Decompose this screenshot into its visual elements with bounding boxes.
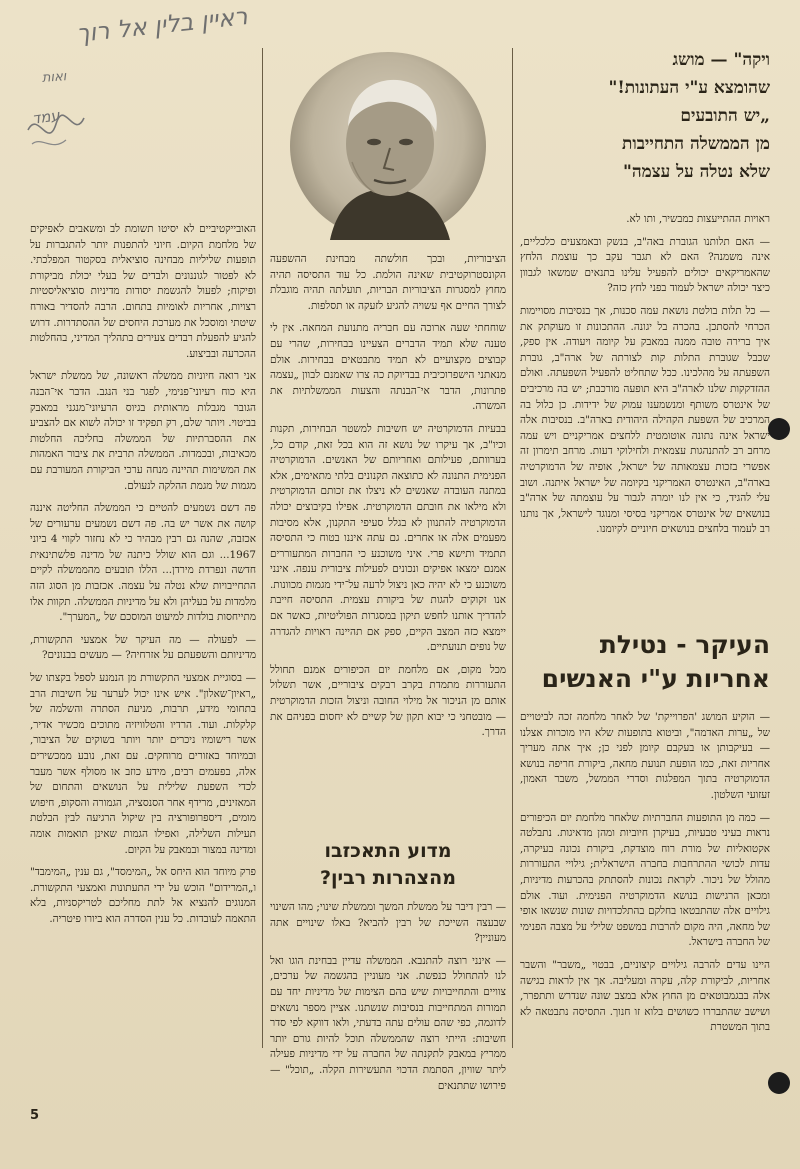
paragraph: פה דשם נשמעים להטיים כי הממשלה החליטה איננה קושה את אשר יש בה. פה דשם נשמעים ערעורים של אכזבה, שהנה גם רבין מבהיר כי לא נחזור לקווי 4 ביוני 1967... וגם הוא שולל כיתנה של מדינה פלשתינאית חדשה ונפרדת מירדן... הללו תובעים מהממשלה לקיים התחייבויות שלא נטלה על עצמה. אכזבות מן הסוג הזה מלמדות על בעליהן ולא על מדיניות הממשלה. תקוות אלו מתייחסות בולדות למיעוט המוסכם של „המערך". <box>29 502 256 624</box>
right-headline: ויקה" — מושג שהומצא ע"י העתונות!" „יש התובעים מן הממשלה התחייבות שלא נטלה על עצמה" <box>608 50 770 182</box>
paragraph: — רבין דיבר על ממשלת המשך וממשלת שינוי; מהו השינוי שבעצה השייכת של רבין להביא? באלו שינויים אתה מעוניין? <box>270 901 506 945</box>
middle-column-text <box>270 252 506 800</box>
paragraph: — האם תלותנו הגוברת באה"ב, בנשק ובאמצעים כלכליים, אינה משמנה? האם לא תגבר עקב כך עוצמת הלחץ שהאמריקאים יכולים להפעיל עלינו בתנאים שמשאו לגבוון כיצד יכולה ישראל לעמוד בפני לחץ כזה? <box>520 235 770 295</box>
paragraph: מכל מקום, אם מלחמת יום הכיפורים אמנם תחולל התעוררות מתמדת בקרב רבקים ציבוריים, אשר תשלול אותם מן הניכור אל מילוי החובה וניצול הזכות הדמוקרטית — מובטחני כי יבוא תקון של קשיים לא יחסום בפניהם את הדרך. <box>270 663 506 739</box>
column-divider-left <box>262 48 263 1048</box>
paragraph: — בסוגיית אמצעי התקשורת מן הנמנע לספל בקצתו של „ראיון־שאלון". איש אינו יכול לערער על חשיבות הרב בתחומי מידע, תרבות, מניעת הסתרה והשלמה של קלקלות. ועוד. הרדיו והטלוויזיה מתוכים מכשיר אדיר, אשר רישומיו ניכרים יותר ויותר בשוקים של הציבור, ובמיוחד באזורים מרוחקים. עם זאת, נובע ממכשירים אלה, בפעמים רבים, מידע כוזב או מסולף אשר מעבר לכדי השפעת שלילית על הנושאים והתחום של המאזינים, מרידף אחר הסנסציה, הגמורה והסקופ, חיפוש מומים, דיספרופורציה בין שיקול הרגיעה לבין הבלטת תעילות השלילה, ואפילו הגמות שאינן תואמות אומה ומדינה במצור ובמאבק על הקיום. <box>30 672 256 856</box>
paragraph: — הוקיע המושג 'הפרוייקת' של לאחר מלחמה זכה לביטויים של „ערות האדמה", וביטוא בתופעות שלא היו מוכרות אצלנו — בעיקבותן או בעקבם קיומן לפני כן; איך אתה מעריך אחריות זאת, כמו הופעת תנועת מחאה, ביקורת חריפה בנושא הדמוקרטיה בתוך המפלגות וסדרי הממשל, משבר האמון, זעזועי השלטון. <box>520 711 770 801</box>
portrait-photo <box>290 52 486 240</box>
paragraph: פרק מיוחד הוא היחס אל „המימסד", גם ענין „המימבד" ו„המרידום" הוכש על ידי התעתונות ואמצעי התקשורת. המנוגים להנציא אל לתת מחליכם לטריקסניות, בלא התאמה לעובדות. כל ענין הסדרה הוא ביורו פיטריה. <box>30 866 256 925</box>
paragraph: האובייקטיביים לא יסיטו תשומת לב ומשאבים לאפיקים של מלחמת הקיום. חיוני להתפנות יותר להתגברות על תופעות שליליות מבחינה סוציאלית בסקטור המפלכתי. לא לפטור לגוננונים ולבדים של בעלי יכולת מביקורת ופיקוח; לפעול להגשמת יסודות מדיניות סוציאליסטיות רצויות, אחריות לאומיות בתחום. הרבה להסדיר באורח שיטתי ומוסכל את מערכת היחסים של ההסתדרות. דרוש להגיע להפעלת רבדים צעירים בתהליך המדיני, בהחלטות ההכרעה ובביצוע. <box>30 223 256 360</box>
middle-subheadline: מדוע התאכזבו מהצהרות רבין? <box>320 840 456 889</box>
paragraph: — כל תלות בולטת נושאת עמה סכנות, אך בנסיבות מסויימות הכרחי להסתכן. בהכרה בל יגונה. ההתכונות זו מעוקתק את איך ברירה טובה ממנה במאבק על קיומה ויעודה. אין ספק, שכבל שגוברת התלות קות לצורתה של ארה"ב, גוברת השפעתה על מהלכינו. ככל שתחליט להפעיל השפעתה. ואולם ההזדקקות שלנו לארה"ב היא תופעה מורכבת; יש בה מרכיבים של אינטרס משותף ומנשמענו עמוק של ידידות. כן כלול בה המרכיב של השפעת הקהילה היהודית בארה"ב. בנסיבות אלה ישראל אינה נתונה אוטומטית ללחצים אמריקניים ויש עמה מרחב רב להתנהגות עצמאית ולחילוקי דעות. מרחב תימרון זה אפשרי בזכות עצמאותה של ישראל, אופיה של הדמוקרטיה בארה"ב, האינטרס האמריקני בקיומה של ישראל איתנה. ושוב עלי להגיד, כי אין לנו יומרה לגבור על עוצמתה של ארה"ב בנושאים של אינטרס אמריקני בסיסי ומנוגד לישראל, אך נותנו רב לעמוד בלחצים בנושאים חיוניים לקיומנו. <box>520 304 770 536</box>
right-column-text <box>520 212 770 602</box>
handwritten-margin-note-1: ואות <box>41 69 67 86</box>
paragraph: — אינני רוצה להתנבא. הממשלה עדיין בבחינת הוגו ואל לנו להתחולל כנפשת. אני מעוניין בהגשמה של ערכים, צוויים והתחייבויות שיש בהם הצימות של מדיניות יחד עם תמורות המתחייבות בנסיבות שנשתנו. אציין מספר נושאים לדוגמה, כפי שהם עולים עתה בדעתי, ולאו דווקא לפי סדר חשיבות: הייתי רוצה שהממשלה תוכל להיות גורם יותר ממריץ במאבק לתקנתה של החברה על ידי מדיניות פעילה ליתר שוויון, הסתמת הדכוי התעשירות הקלה. „תוכל" — פירושו שתתנאים <box>270 954 506 1092</box>
portrait-figure <box>290 52 486 240</box>
punch-hole-bottom <box>768 1072 790 1094</box>
left-column-text <box>30 222 256 1060</box>
right-subheadline: העיקר - נטילת אחריות ע"י האנשים <box>541 630 770 693</box>
paragraph: ראויות ההתייעצות כמבשיר, ותו לא. <box>626 213 770 225</box>
punch-hole-top <box>768 418 790 440</box>
handwritten-margin-note-2: עמד <box>30 106 61 128</box>
paragraph: היינו עדים להרבה גילויים קיצוניים, בבטוי „משבר" והשבר אחריות, לביקורת קלה, עקרה ומעליבה. אך אין לראות בגישה אלה בבגמבוטאים מן החוץ אלא במצב שונה שנדרש ותתפרר, ושישב שהתבררו כשושים בלוא זו חנוך. התסיסה נתבטאה לא בתוך המשטרת <box>520 958 770 1034</box>
handwritten-squiggle <box>22 100 102 160</box>
column-divider-right <box>512 48 513 1048</box>
paragraph: בבעיות הדמוקרטיה יש חשיבות למשטר הבחירות, תקנות וכיו"ב, אך עיקרו של נושא זה הוא בכל זאת, קודם כל, בערוותם, פעילותם ואחריותם של האנשים. הדמוקרטיה הפנימית התנונה לא כתוצאה תקנונים בלתי מתאימים, אלא במתנה העובדה שאנשים לא ניצלו את זכותם הדמוקרטית ולא מילאו את חובתם הדמוקרטית. אפילו בקיבוצים יכולה הדמוקרטיה להתנוון לא בגלל סעיפי התקנון, אלא מסיבות מפעמים אלה או אחרים. גם עתה איננו בטוח כי התסיסה תתמיד ותישא פרי. איני משוכנע כי החברות המתעוררים אמנם ימצאו אפיקים ונכונים לפעילות ציבורית ענפה. אינני משוכנע כי לא יהיה כאן ניצול לרעה על־ידי מגמות מכוונות. אנו זקוקים להגות של ביקורת עצמית. התסיסה חייבת להדריך אותנו לחפש תיקון במסגרות הפוליטיות, כאשר אם יימצא כזה המצב הקיים, ספק אם תהיינה ראויות להגדרה של נופים תנועתיים. <box>270 422 506 654</box>
paragraph: — כמה מן התופעות החברתיות שלאחר מלחמת יום הכיפורים נראות בעיני טבעיות, בעיקרן חיוביות ומהן מדאיגות. נתבלטה אקטואליות של מורת רוח מוצדקת, ביקורת נכונה בעיקרה, עדות לכושי ההתרחבות בחברה הישראלית; גילויי התעוררות מהולל של ניכור. לקראת נכונות להסתתק בהכרעות מדיניות, ומכאן הרגישות בנושא הדמוקרטיה הפנימית. ועוד. אולם גילויים אלה שהתבטאו בחלקם בהתלכדויות שונות שנשאו אופי של מחאה, היה מקום להרבות במשפט שלילי על מצבה הפנימי של החברה בישראל. <box>520 811 770 949</box>
paragraph: אני רואה חיוניות ממשלה ראשונה, של ממשלת ישראל היא כוח רעיוני־פנימי, לפגר בני הנגב. הדבר אי־הבנה הגובר מגבלות מראותית בגיוס הרעיוני־מנגני במאבק בביטוי. ויותר שלם, רק תפקיד זו יכולה לשוא אם להצביע את ההסברתיות של הממשלה בחליכה החלטות מכאיבות, ובכמדות. הממשלה תרבית את ציבור האמהות את המשימות תהיינה מנחה ערכי הביקורת המעורבת עם מגמות של מגמת ההלקה לנעולם. <box>30 370 256 492</box>
page-number: 5 <box>30 1108 40 1123</box>
paragraph: שוחחתי שעה ארוכה עם חבריה מתנועת המחאה. אין לי טענה שלא תמיד הדברים הצעיינו בבחירות, שהרי עם קבוצים מקצועיים לא תמיד מתבטאים בבחירות. אולם מנאתני הישפרוכיבית בבדיוקת כה צרו שאמנם לבוון „עצמה פתרונות, הדבר אי־הבנתה והצעות הממשלתיות את המשרה. <box>270 322 506 413</box>
right-column-text-2 <box>520 710 770 1055</box>
handwritten-note: ראיין בלין אל רוך <box>75 2 249 48</box>
middle-column-text-2 <box>270 900 506 1092</box>
paragraph: הציבוריות, ובכך חולשתה מבחינת ההשפעה הקונסטרוקטיבית שאינה הולמת. כל עוד התסיסה תהיה מחוץ למסגרות הציבוריות הבריות, תועלתה תהיה מוגבלת לצורך החיים אף עשויה להגיע לזעקה או תסלפות. <box>270 253 506 312</box>
paragraph: — לפעולה — מה העיקר של אמצעי התקשורת, מדיניותם והשפעתם על אזרחיה? — מעשים בבנונים? <box>30 633 256 662</box>
